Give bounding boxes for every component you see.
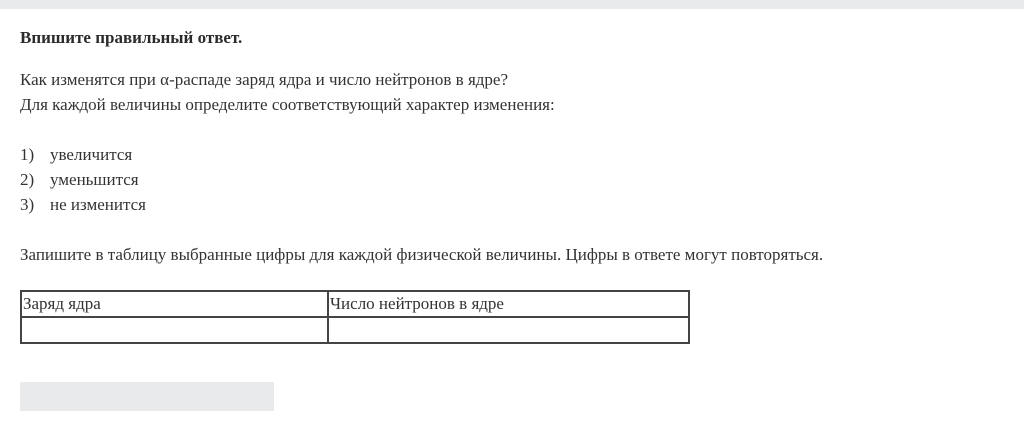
answer-cell-nuclear-charge[interactable] (21, 317, 328, 343)
answer-cell-neutron-count[interactable] (328, 317, 689, 343)
instruction-text: Запишите в таблицу выбранные цифры для каждой физической величины. Цифры в ответе могут повторяться. (20, 245, 824, 264)
header-nuclear-charge: Заряд ядра (21, 291, 328, 317)
option-label: увеличится (50, 145, 133, 164)
answer-table-header-row (21, 291, 689, 317)
option-label: уменьшится (50, 170, 139, 189)
task-heading: Впишите правильный ответ. (20, 28, 243, 47)
question-text (20, 67, 1010, 117)
header-neutron-count: Число нейтронов в ядре (328, 291, 689, 317)
submit-button[interactable] (20, 382, 274, 411)
task-content (20, 26, 1010, 267)
options-list (20, 142, 1010, 217)
question-line-1: Как изменятся при α-распаде заряд ядра и число нейтронов в ядре? (20, 70, 509, 89)
option-label: не изменится (50, 195, 146, 214)
option-number: 3) (20, 195, 35, 214)
answer-table (20, 290, 690, 344)
top-bar (0, 0, 1024, 9)
answer-table-input-row (21, 317, 689, 343)
option-item (20, 167, 1010, 192)
option-item (20, 192, 1010, 217)
option-number: 2) (20, 170, 35, 189)
question-line-2: Для каждой величины определите соответствующий характер изменения: (20, 95, 555, 114)
option-number: 1) (20, 145, 35, 164)
option-item (20, 142, 1010, 167)
